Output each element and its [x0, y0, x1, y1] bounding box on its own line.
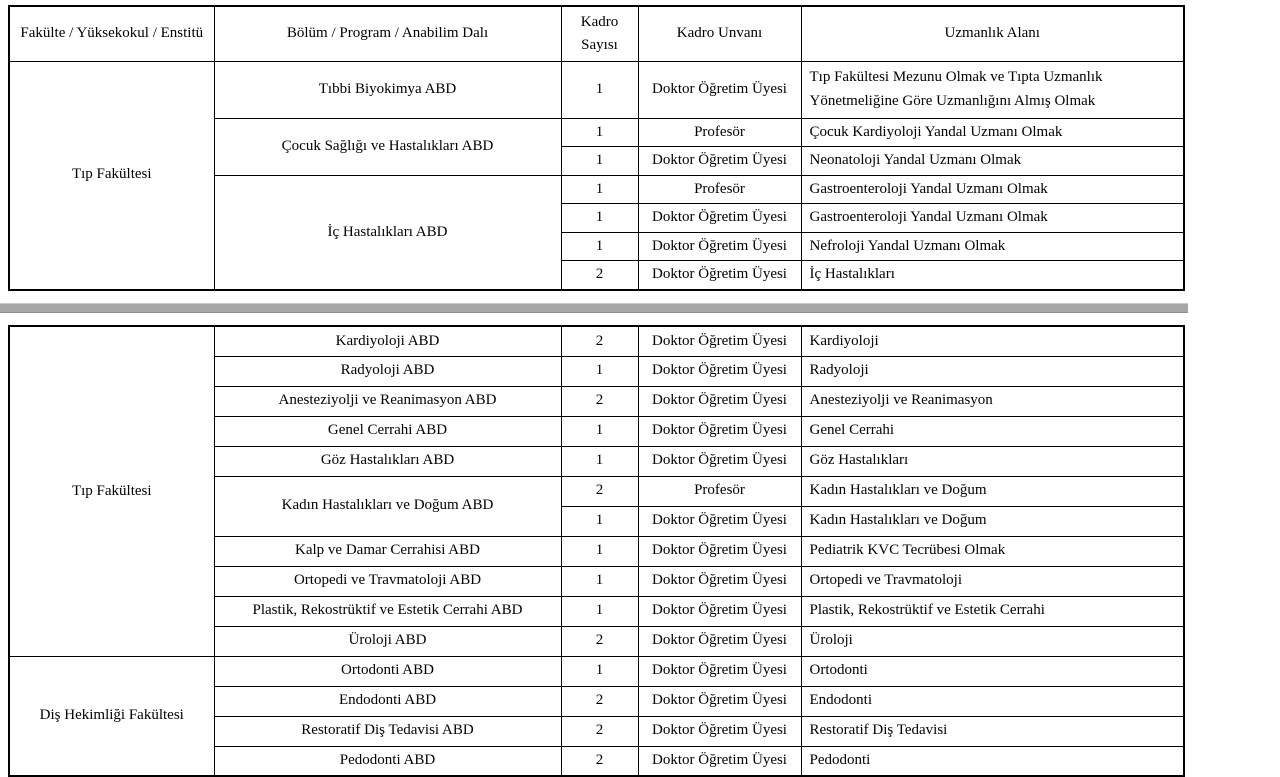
cell-title: Doktor Öğretim Üyesi — [638, 356, 801, 386]
cell-title: Doktor Öğretim Üyesi — [638, 232, 801, 261]
cell-specialty: Genel Cerrahi — [801, 416, 1184, 446]
table-row — [9, 61, 1184, 118]
cell-title: Profesör — [638, 175, 801, 204]
cell-department: Göz Hastalıkları ABD — [214, 446, 561, 476]
cell-department: Plastik, Rekostrüktif ve Estetik Cerrahi ABD — [214, 596, 561, 626]
cell-department: Kardiyoloji ABD — [214, 326, 561, 356]
cell-count: 1 — [561, 416, 638, 446]
cell-department: Kalp ve Damar Cerrahisi ABD — [214, 536, 561, 566]
cell-count: 1 — [561, 147, 638, 176]
cell-specialty: Neonatoloji Yandal Uzmanı Olmak — [801, 147, 1184, 176]
cell-department: İç Hastalıkları ABD — [214, 175, 561, 289]
cell-title: Doktor Öğretim Üyesi — [638, 746, 801, 776]
cell-department: Genel Cerrahi ABD — [214, 416, 561, 446]
cell-count: 2 — [561, 716, 638, 746]
cell-title: Doktor Öğretim Üyesi — [638, 566, 801, 596]
cell-count: 2 — [561, 686, 638, 716]
cell-specialty: Anesteziyolji ve Reanimasyon — [801, 386, 1184, 416]
cell-count: 2 — [561, 626, 638, 656]
cell-department: Radyoloji ABD — [214, 356, 561, 386]
table-row — [9, 656, 1184, 686]
cell-count: 1 — [561, 656, 638, 686]
cell-specialty: Ortopedi ve Travmatoloji — [801, 566, 1184, 596]
cell-title: Doktor Öğretim Üyesi — [638, 626, 801, 656]
cell-department: Tıbbi Biyokimya ABD — [214, 61, 561, 118]
header-fakulte: Fakülte / Yüksekokul / Enstitü — [9, 6, 214, 61]
cell-fakulte: Diş Hekimliği Fakültesi — [9, 656, 214, 776]
cell-specialty: Göz Hastalıkları — [801, 446, 1184, 476]
cell-specialty: Plastik, Rekostrüktif ve Estetik Cerrahi — [801, 596, 1184, 626]
cell-count: 1 — [561, 536, 638, 566]
cell-title: Doktor Öğretim Üyesi — [638, 386, 801, 416]
cell-department: Endodonti ABD — [214, 686, 561, 716]
cell-title: Doktor Öğretim Üyesi — [638, 446, 801, 476]
cell-count: 1 — [561, 506, 638, 536]
cell-title: Doktor Öğretim Üyesi — [638, 656, 801, 686]
cell-count: 2 — [561, 261, 638, 290]
cell-department: Ortodonti ABD — [214, 656, 561, 686]
cell-specialty: Pedodonti — [801, 746, 1184, 776]
cell-specialty: Gastroenteroloji Yandal Uzmanı Olmak — [801, 204, 1184, 233]
cell-count: 1 — [561, 175, 638, 204]
cell-specialty: Radyoloji — [801, 356, 1184, 386]
table-row — [9, 326, 1184, 356]
header-kadro-sayisi: Kadro Sayısı — [561, 6, 638, 61]
cell-department: Çocuk Sağlığı ve Hastalıkları ABD — [214, 118, 561, 175]
cell-specialty: Çocuk Kardiyoloji Yandal Uzmanı Olmak — [801, 118, 1184, 147]
cell-count: 1 — [561, 204, 638, 233]
cell-title: Profesör — [638, 476, 801, 506]
cell-title: Doktor Öğretim Üyesi — [638, 261, 801, 290]
staff-positions-table-top — [8, 5, 1185, 291]
cell-specialty: Restoratif Diş Tedavisi — [801, 716, 1184, 746]
cell-count: 1 — [561, 232, 638, 261]
cell-title: Doktor Öğretim Üyesi — [638, 716, 801, 746]
cell-specialty: Kadın Hastalıkları ve Doğum — [801, 476, 1184, 506]
header-uzmanlik-alani: Uzmanlık Alanı — [801, 6, 1184, 61]
header-bolum: Bölüm / Program / Anabilim Dalı — [214, 6, 561, 61]
cell-department: Ortopedi ve Travmatoloji ABD — [214, 566, 561, 596]
cell-department: Restoratif Diş Tedavisi ABD — [214, 716, 561, 746]
cell-title: Doktor Öğretim Üyesi — [638, 416, 801, 446]
header-kadro-unvani: Kadro Unvanı — [638, 6, 801, 61]
cell-count: 2 — [561, 746, 638, 776]
cell-department: Anesteziyolji ve Reanimasyon ABD — [214, 386, 561, 416]
cell-count: 2 — [561, 326, 638, 356]
cell-specialty: Gastroenteroloji Yandal Uzmanı Olmak — [801, 175, 1184, 204]
cell-department: Üroloji ABD — [214, 626, 561, 656]
cell-count: 1 — [561, 61, 638, 118]
cell-title: Doktor Öğretim Üyesi — [638, 61, 801, 118]
table-header-row — [9, 6, 1184, 61]
cell-specialty: Endodonti — [801, 686, 1184, 716]
cell-specialty: Üroloji — [801, 626, 1184, 656]
cell-specialty: Nefroloji Yandal Uzmanı Olmak — [801, 232, 1184, 261]
cell-specialty: Kardiyoloji — [801, 326, 1184, 356]
cell-specialty: İç Hastalıkları — [801, 261, 1184, 290]
cell-title: Doktor Öğretim Üyesi — [638, 596, 801, 626]
cell-department: Pedodonti ABD — [214, 746, 561, 776]
cell-count: 1 — [561, 596, 638, 626]
page-break-divider — [0, 303, 1188, 313]
cell-title: Profesör — [638, 118, 801, 147]
cell-specialty: Kadın Hastalıkları ve Doğum — [801, 506, 1184, 536]
cell-title: Doktor Öğretim Üyesi — [638, 147, 801, 176]
cell-count: 1 — [561, 356, 638, 386]
cell-count: 1 — [561, 118, 638, 147]
cell-department: Kadın Hastalıkları ve Doğum ABD — [214, 476, 561, 536]
cell-count: 1 — [561, 446, 638, 476]
cell-specialty: Tıp Fakültesi Mezunu Olmak ve Tıpta Uzmanlık Yönetmeliğine Göre Uzmanlığını Almış Olmak — [801, 61, 1184, 118]
cell-count: 2 — [561, 476, 638, 506]
cell-title: Doktor Öğretim Üyesi — [638, 204, 801, 233]
cell-title: Doktor Öğretim Üyesi — [638, 326, 801, 356]
cell-title: Doktor Öğretim Üyesi — [638, 536, 801, 566]
cell-count: 2 — [561, 386, 638, 416]
cell-fakulte: Tıp Fakültesi — [9, 61, 214, 290]
cell-title: Doktor Öğretim Üyesi — [638, 506, 801, 536]
cell-count: 1 — [561, 566, 638, 596]
cell-fakulte: Tıp Fakültesi — [9, 326, 214, 656]
cell-specialty: Pediatrik KVC Tecrübesi Olmak — [801, 536, 1184, 566]
staff-positions-table-bottom — [8, 325, 1185, 777]
cell-specialty: Ortodonti — [801, 656, 1184, 686]
cell-title: Doktor Öğretim Üyesi — [638, 686, 801, 716]
